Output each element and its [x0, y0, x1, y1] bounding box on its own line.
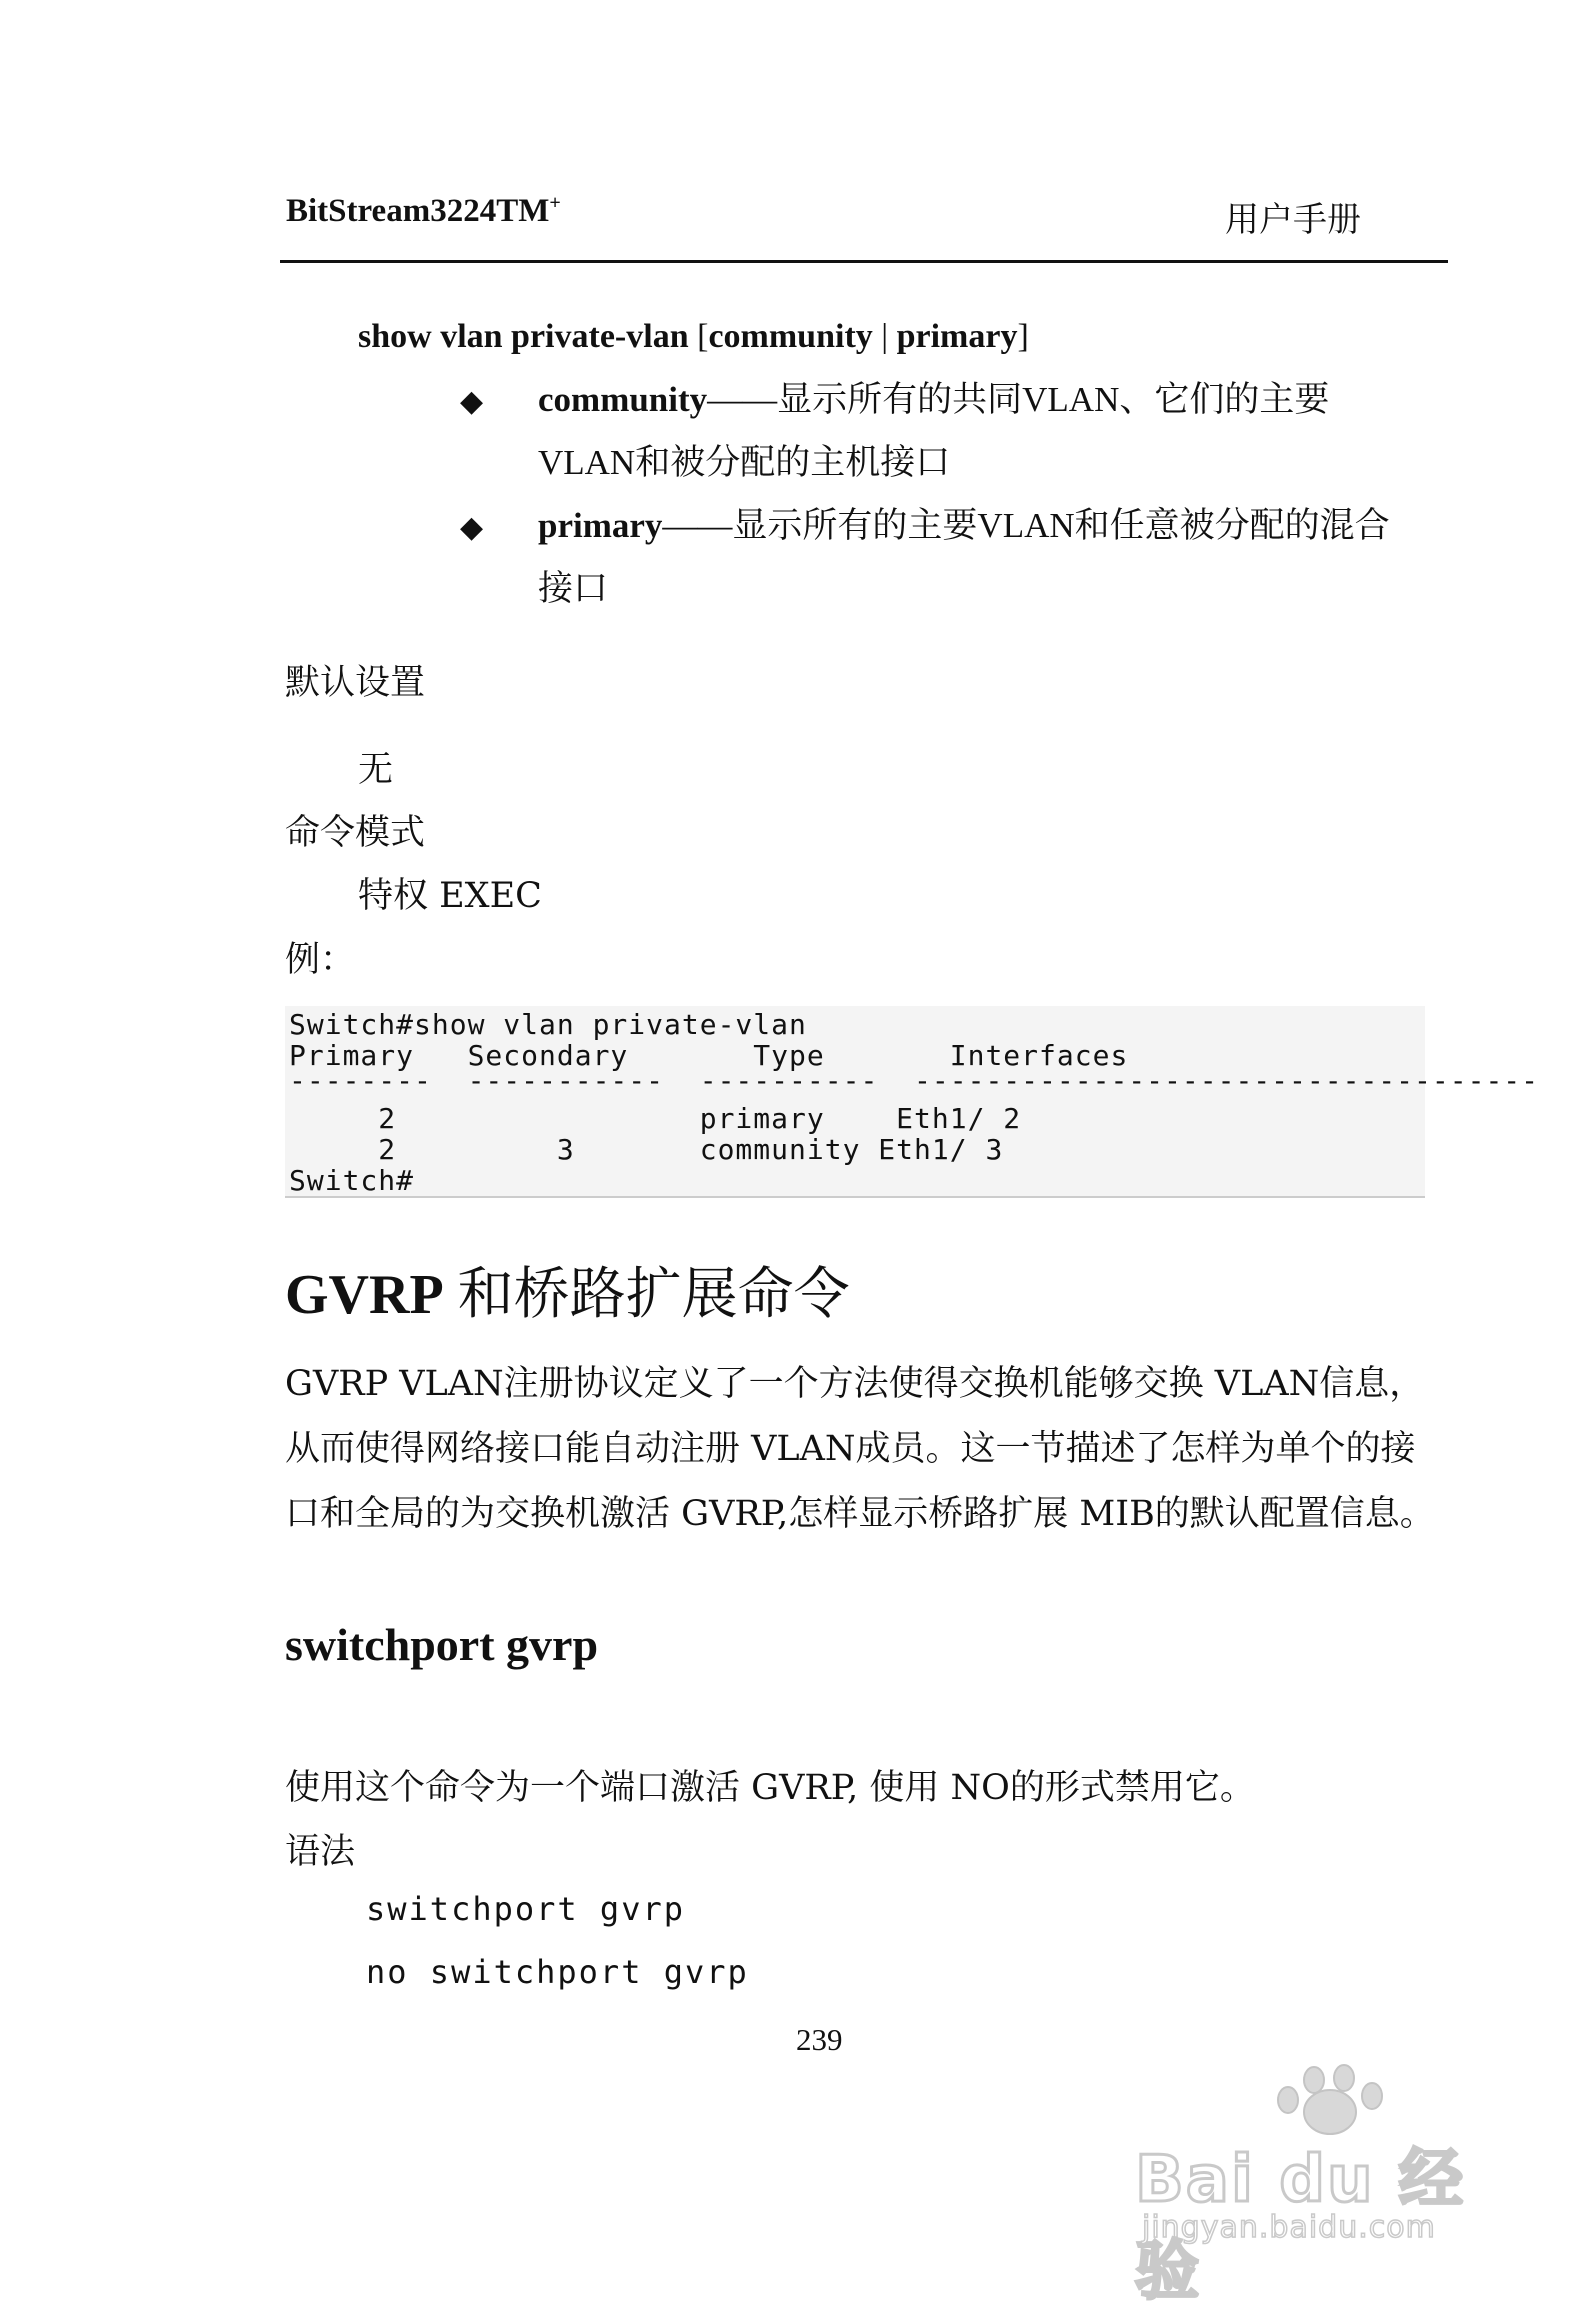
bullet-item-community: community——显示所有的共同VLAN、它们的主要VLAN和被分配的主机接口 — [538, 380, 1330, 482]
code-example-block — [285, 1006, 1540, 1198]
code-line: Switch# — [289, 1164, 415, 1197]
watermark-url: jingyan.baidu.com — [1142, 2210, 1436, 2245]
code-line: 2 primary Eth1/ 2 — [289, 1102, 1022, 1135]
subsection-description: 使用这个命令为一个端口激活 GVRP, 使用 NO的形式禁用它。 — [285, 1768, 1255, 1808]
header-divider — [280, 260, 1448, 263]
command-syntax: show vlan private-vlan [community | primary] — [358, 318, 1029, 355]
default-setting-label: 默认设置 — [285, 663, 426, 703]
baidu-jingyan-watermark — [1130, 2060, 1530, 2309]
default-setting-value: 无 — [358, 750, 394, 790]
diamond-bullet-icon: ◆ — [460, 384, 484, 419]
code-line: Switch#show vlan private-vlan — [289, 1008, 807, 1041]
header-superscript: + — [549, 192, 561, 214]
code-line: Primary Secondary Type Interfaces — [289, 1039, 1129, 1072]
code-line: -------- ----------- ---------- ----------------------------------- — [289, 1064, 1540, 1097]
page-number: 239 — [796, 2022, 843, 2057]
command-mode-value: 特权 EXEC — [358, 876, 542, 916]
code-line: 2 3 community Eth1/ 3 — [289, 1133, 1004, 1166]
syntax-line: no switchport gvrp — [366, 1953, 749, 1991]
subsection-title: switchport gvrp — [285, 1619, 599, 1670]
section-paragraph: GVRP VLAN注册协议定义了一个方法使得交换机能够交换 VLAN信息，从而使得网络接口能自动注册 VLAN成员。这一节描述了怎样为单个的接口和全局的为交换机激活 GVRP,怎样显示桥路扩展 MIB的默认配置信息。 — [285, 1364, 1435, 1534]
watermark-logo-text: Bai du 经验 — [1135, 2143, 1465, 2309]
syntax-label: 语法 — [285, 1832, 356, 1872]
command-mode-label: 命令模式 — [285, 813, 426, 853]
example-label: 例： — [285, 940, 356, 980]
syntax-line: switchport gvrp — [366, 1890, 685, 1928]
document-header-title: BitStream3224TM+ — [286, 192, 561, 229]
bullet-item-primary: primary——显示所有的主要VLAN和任意被分配的混合接口 — [538, 506, 1390, 608]
section-title: GVRP 和桥路扩展命令 — [285, 1264, 850, 1326]
document-header-right: 用户手册 — [1225, 200, 1361, 240]
diamond-bullet-icon: ◆ — [460, 510, 484, 545]
